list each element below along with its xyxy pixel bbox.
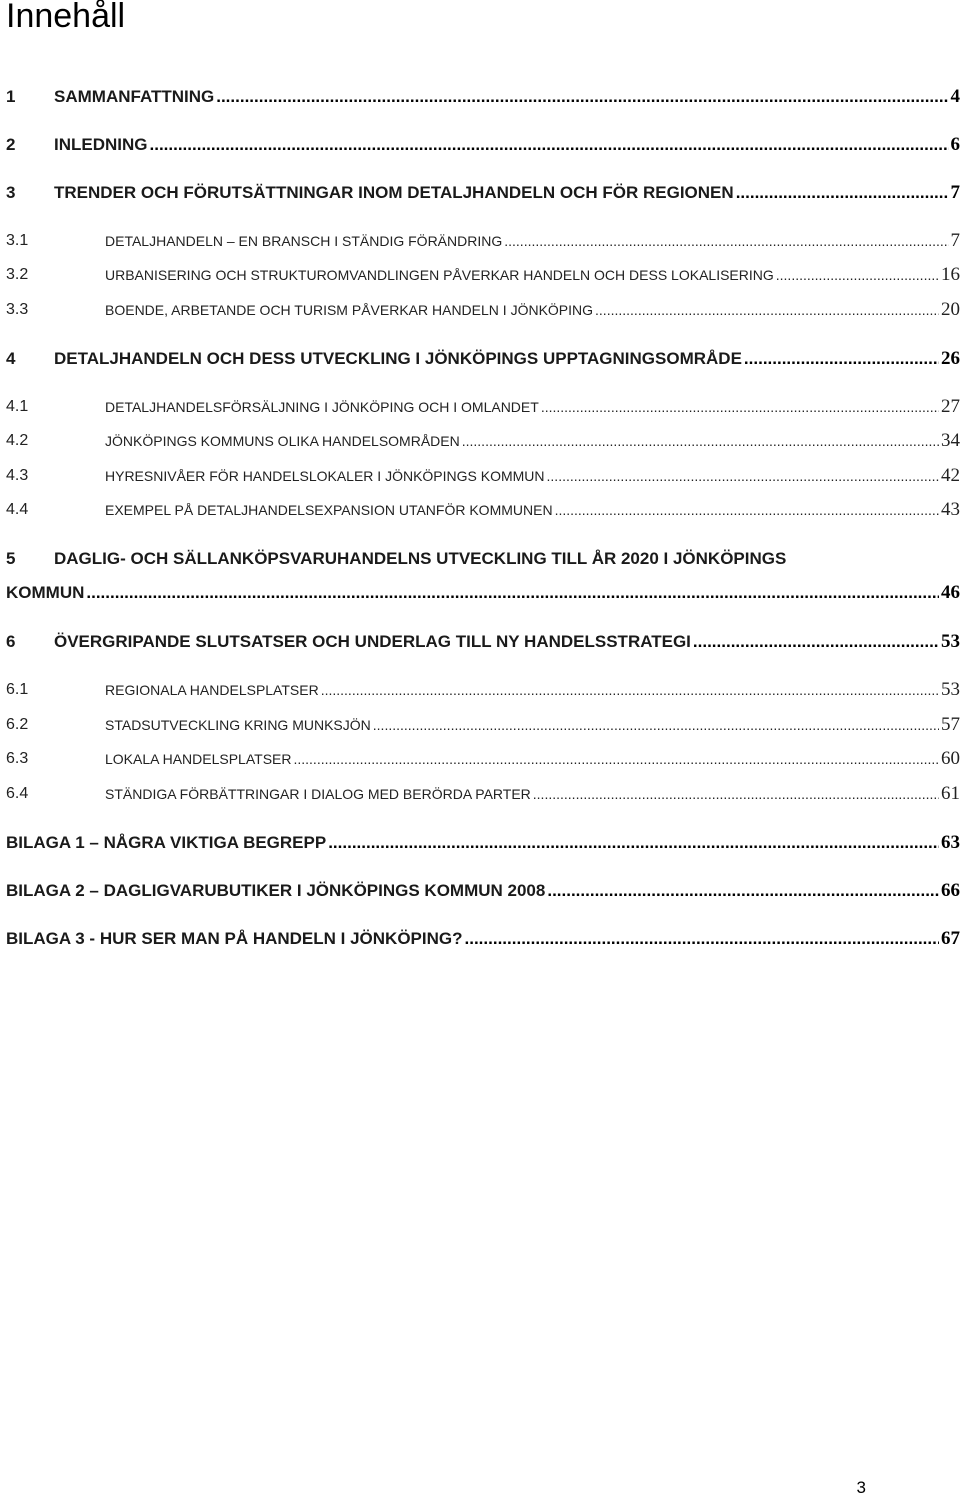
toc-entry-2[interactable] — [0, 132, 960, 158]
toc-page: 7 — [950, 230, 960, 251]
toc-page: 43 — [941, 499, 960, 520]
toc-number: 4.3 — [6, 467, 29, 484]
toc-label: BILAGA 2 – DAGLIGVARUBUTIKER I JÖNKÖPINGS KOMMUN 2008 — [6, 881, 546, 900]
toc-leader — [462, 428, 939, 454]
toc-label: JÖNKÖPINGS KOMMUNS OLIKA HANDELSOMRÅDEN — [105, 433, 460, 449]
toc-label-line2: KOMMUN — [6, 583, 85, 602]
toc-number: 4.1 — [6, 398, 29, 415]
footer-page-number: 3 — [856, 1478, 866, 1497]
toc-number: 1 — [6, 87, 16, 106]
toc-page: 42 — [941, 465, 960, 486]
toc-number: 6.3 — [6, 750, 29, 767]
toc-leader — [373, 712, 939, 738]
page-title: Innehåll — [6, 0, 126, 35]
toc-entry-3-3[interactable] — [0, 297, 960, 323]
toc-leader — [744, 346, 939, 372]
toc-number: 5 — [6, 549, 16, 568]
toc-number: 4.4 — [6, 501, 29, 518]
toc-entry-4-1[interactable] — [0, 394, 960, 420]
toc-page: 61 — [941, 783, 960, 804]
toc-label-line1: DAGLIG- OCH SÄLLANKÖPSVARUHANDELNS UTVECKLING TILL ÅR 2020 I JÖNKÖPINGS — [54, 549, 787, 568]
toc-page: 67 — [941, 928, 960, 949]
toc-label: LOKALA HANDELSPLATSER — [105, 751, 292, 767]
toc-number: 3 — [6, 183, 16, 202]
toc-leader — [293, 746, 939, 772]
toc-entry-5-continued[interactable] — [0, 580, 960, 606]
toc-page: 53 — [941, 631, 960, 652]
toc-leader — [693, 629, 939, 655]
toc-page: 7 — [950, 182, 960, 203]
toc-label: DETALJHANDELN – EN BRANSCH I STÄNDIG FÖRÄNDRING — [105, 233, 503, 249]
toc-label: STADSUTVECKLING KRING MUNKSJÖN — [105, 717, 371, 733]
toc-page: 20 — [941, 299, 960, 320]
toc-number: 3.3 — [6, 301, 29, 318]
toc-page: 60 — [941, 748, 960, 769]
toc-number: 4.2 — [6, 432, 29, 449]
toc-label: REGIONALA HANDELSPLATSER — [105, 682, 319, 698]
toc-entry-bilaga-3[interactable] — [0, 926, 960, 952]
toc-label: ÖVERGRIPANDE SLUTSATSER OCH UNDERLAG TILL NY HANDELSSTRATEGI — [54, 632, 691, 651]
toc-leader — [321, 677, 939, 703]
toc-page: 34 — [941, 430, 960, 451]
toc-leader — [86, 580, 939, 606]
toc-leader — [328, 830, 939, 856]
toc-number: 6 — [6, 632, 16, 651]
toc-number: 4 — [6, 349, 16, 368]
toc-number: 3.2 — [6, 266, 29, 283]
toc-page: 53 — [941, 679, 960, 700]
toc-leader — [541, 394, 939, 420]
toc-number: 2 — [6, 135, 16, 154]
toc-label: STÄNDIGA FÖRBÄTTRINGAR I DIALOG MED BERÖRDA PARTER — [105, 786, 531, 802]
toc-label: BILAGA 1 – NÅGRA VIKTIGA BEGREPP — [6, 833, 327, 852]
toc-entry-6[interactable] — [0, 629, 960, 655]
toc-entry-bilaga-1[interactable] — [0, 830, 960, 856]
toc-entry-6-3[interactable] — [0, 746, 960, 772]
toc-label: INLEDNING — [54, 135, 148, 154]
toc-label: BOENDE, ARBETANDE OCH TURISM PÅVERKAR HANDELN I JÖNKÖPING — [105, 302, 594, 318]
toc-page: 6 — [950, 134, 960, 155]
toc-page: 4 — [950, 86, 960, 107]
toc-label: BILAGA 3 - HUR SER MAN PÅ HANDELN I JÖNKÖPING? — [6, 929, 463, 948]
toc-entry-3[interactable] — [0, 180, 960, 206]
toc-number: 6.2 — [6, 716, 29, 733]
toc-page: 27 — [941, 396, 960, 417]
toc-label: URBANISERING OCH STRUKTUROMVANDLINGEN PÅVERKAR HANDELN OCH DESS LOKALISERING — [105, 267, 774, 283]
toc-leader — [555, 497, 939, 523]
toc-entry-3-2[interactable] — [0, 262, 960, 288]
toc-number: 3.1 — [6, 232, 29, 249]
toc-leader — [547, 878, 939, 904]
toc-leader — [776, 262, 939, 288]
toc-entry-4-3[interactable] — [0, 463, 960, 489]
toc-entry-5[interactable] — [0, 546, 960, 572]
toc-label: DETALJHANDELN OCH DESS UTVECKLING I JÖNKÖPINGS UPPTAGNINGSOMRÅDE — [54, 349, 742, 368]
toc-entry-4-4[interactable] — [0, 497, 960, 523]
toc-label: EXEMPEL PÅ DETALJHANDELSEXPANSION UTANFÖR KOMMUNEN — [105, 502, 553, 518]
toc-page: 57 — [941, 714, 960, 735]
toc-page: 26 — [941, 348, 960, 369]
toc-label: TRENDER OCH FÖRUTSÄTTNINGAR INOM DETALJHANDELN OCH FÖR REGIONEN — [54, 183, 734, 202]
toc-entry-6-1[interactable] — [0, 677, 960, 703]
toc-leader — [547, 463, 939, 489]
toc-label: DETALJHANDELSFÖRSÄLJNING I JÖNKÖPING OCH I OMLANDET — [105, 399, 539, 415]
toc-leader — [150, 132, 949, 158]
toc-label: SAMMANFATTNING — [54, 87, 215, 106]
toc-entry-4-2[interactable] — [0, 428, 960, 454]
toc-leader — [216, 84, 948, 110]
toc-entry-3-1[interactable] — [0, 228, 960, 254]
toc-page: 63 — [941, 832, 960, 853]
toc-leader — [736, 180, 949, 206]
toc-leader — [533, 781, 939, 807]
toc-entry-6-2[interactable] — [0, 712, 960, 738]
toc-entry-1[interactable] — [0, 84, 960, 110]
toc-number: 6.1 — [6, 681, 29, 698]
toc-entry-bilaga-2[interactable] — [0, 878, 960, 904]
toc-page: 66 — [941, 880, 960, 901]
toc-page: 46 — [941, 582, 960, 603]
toc-label: HYRESNIVÅER FÖR HANDELSLOKALER I JÖNKÖPINGS KOMMUN — [105, 468, 545, 484]
toc-leader — [504, 228, 948, 254]
toc-leader — [465, 926, 939, 952]
toc-leader — [595, 297, 939, 323]
toc-entry-6-4[interactable] — [0, 781, 960, 807]
toc-page: 16 — [941, 264, 960, 285]
toc-number: 6.4 — [6, 785, 29, 802]
toc-entry-4[interactable] — [0, 346, 960, 372]
